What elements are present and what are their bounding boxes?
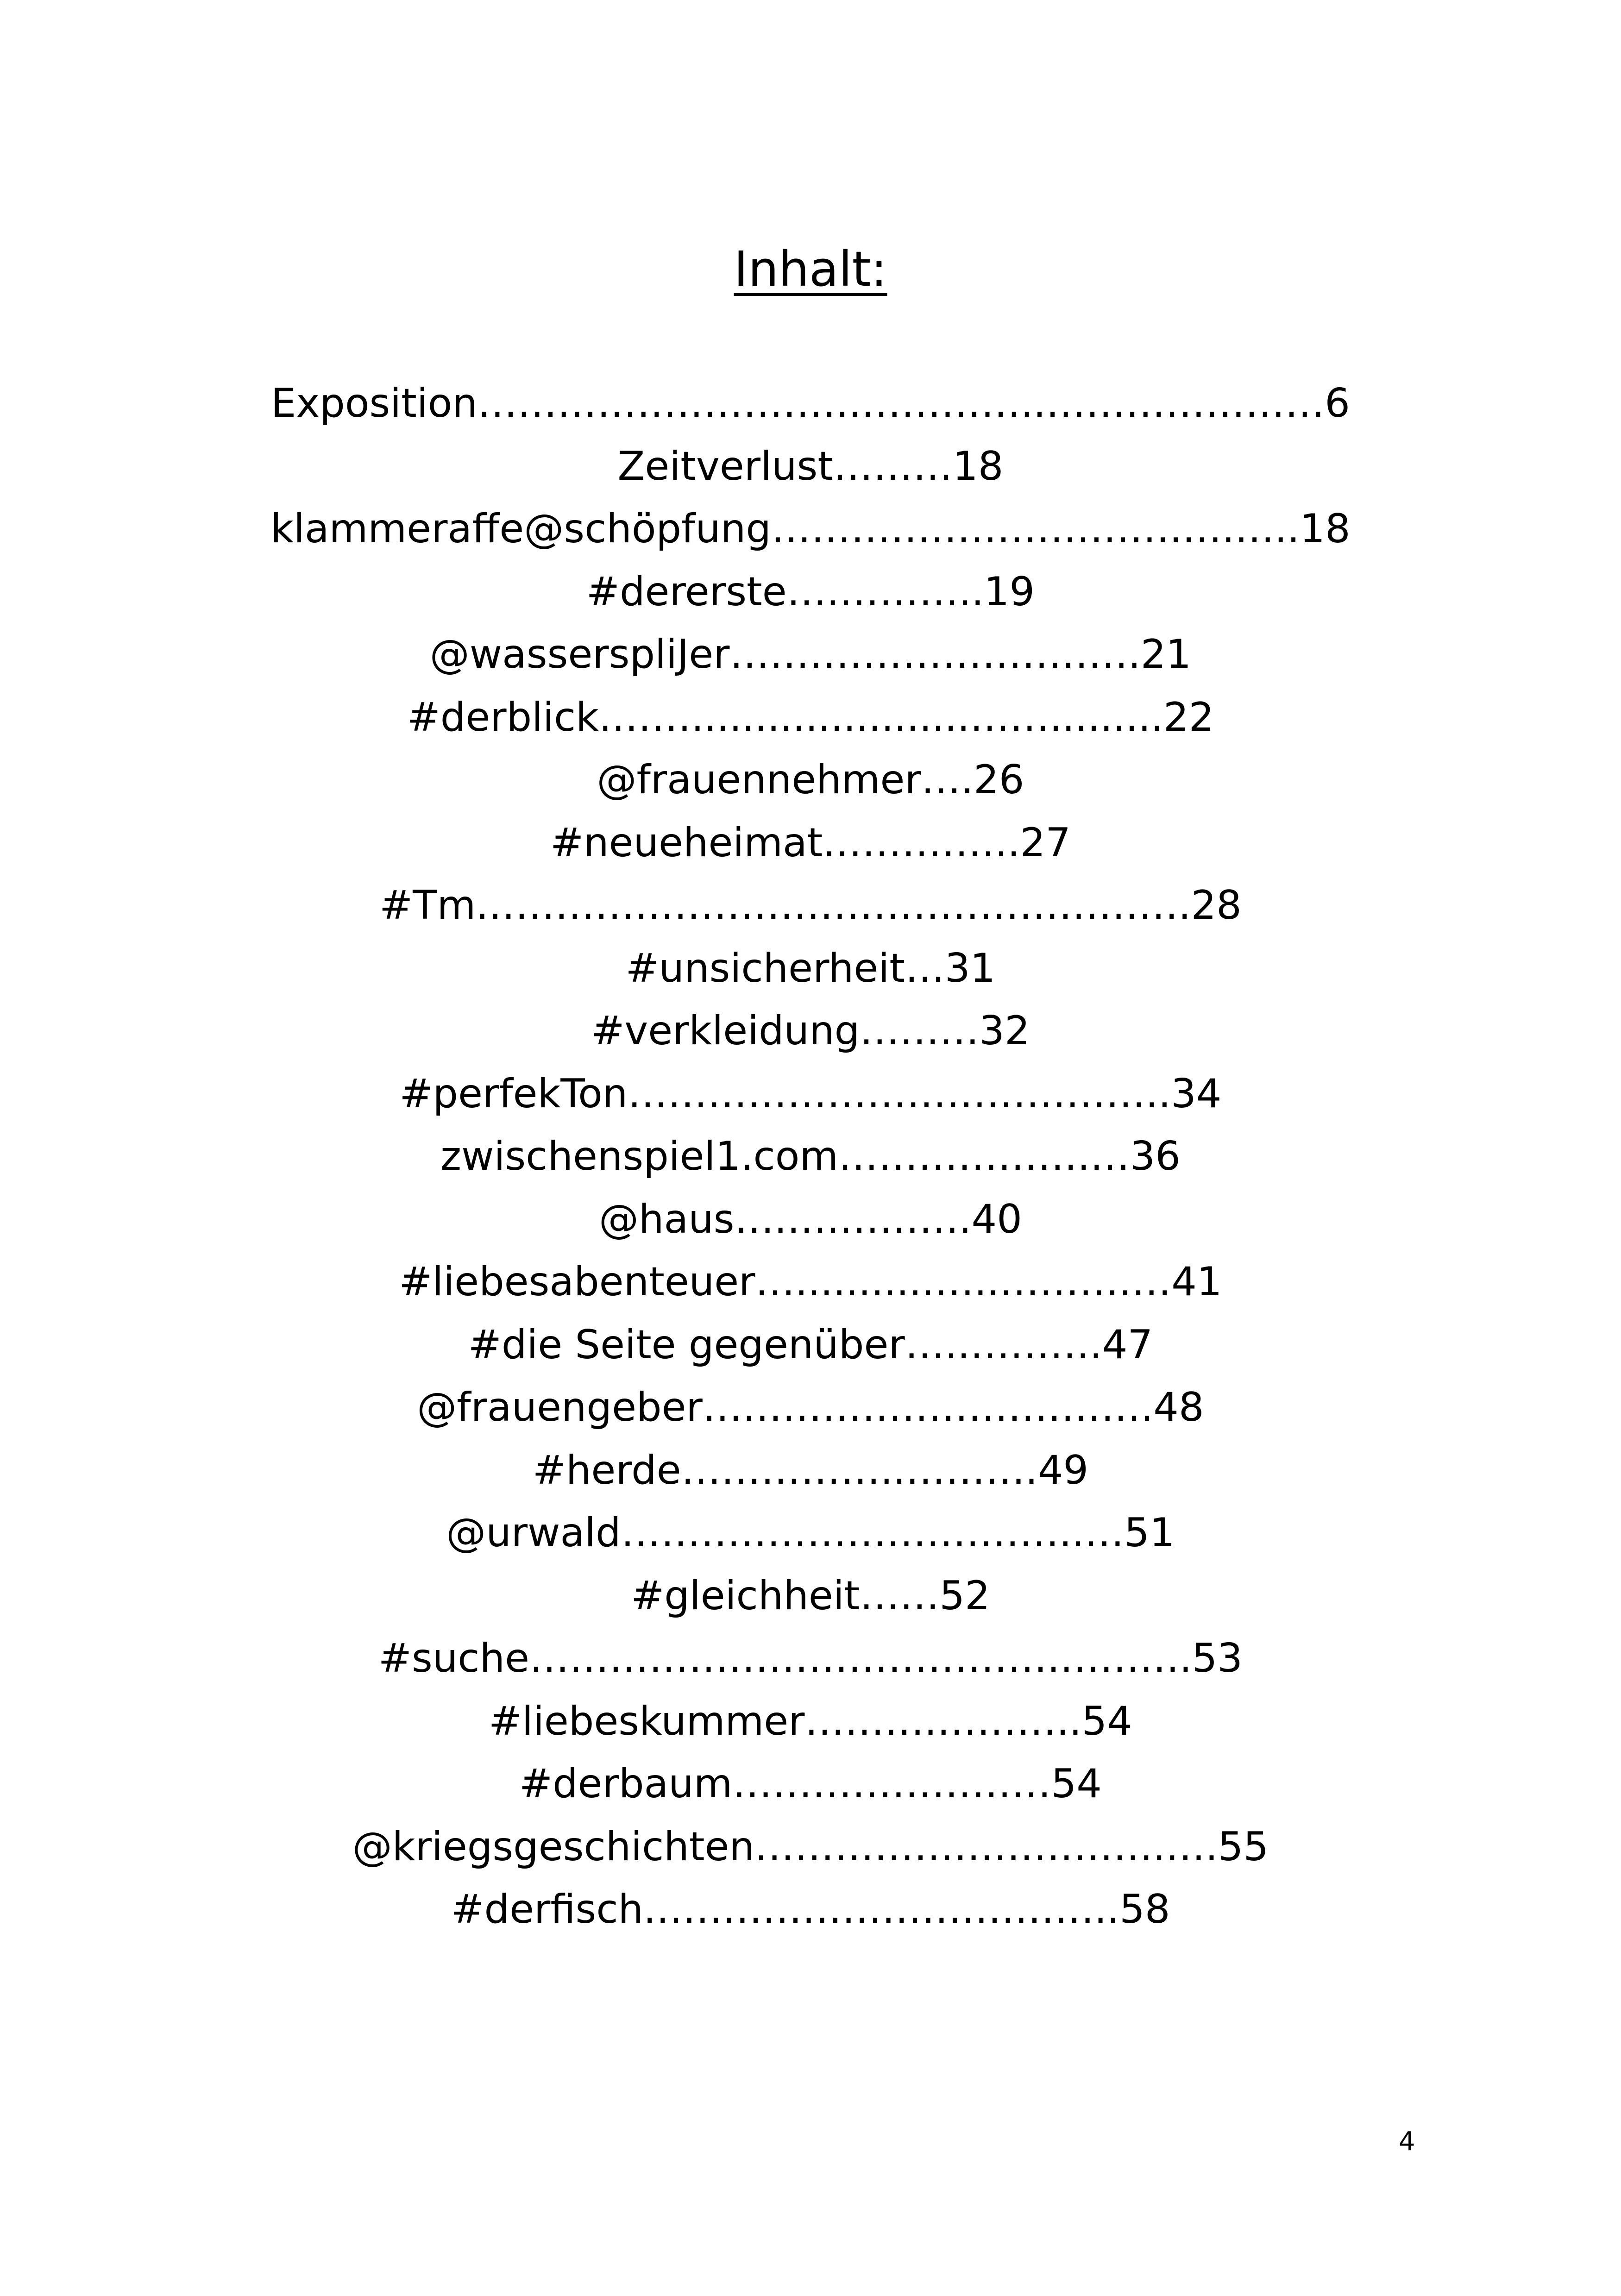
toc-entry: klammeraffe@schöpfung………………………….….…..18 <box>270 506 1351 552</box>
toc-entry: #perfekTon…………………………………..34 <box>399 1070 1222 1117</box>
toc-entry: #derbaum……………………54 <box>519 1761 1102 1807</box>
toc-entry: #derfisch.……………………………..58 <box>451 1886 1170 1932</box>
toc-entry: Exposition………………………..…………..…………………6 <box>271 380 1350 427</box>
toc-entry: @urwald……………………………..…51 <box>446 1510 1175 1556</box>
toc-entry: #die Seite gegenüber…..……….47 <box>468 1321 1153 1368</box>
toc-entry: @wasserspliJer………………………….21 <box>429 631 1192 678</box>
toc-entry: #derblick.……......................…….........22 <box>407 694 1214 740</box>
toc-entry: @kriegsgeschichten………………………….….55 <box>352 1823 1269 1870</box>
page-title-text: Inhalt: <box>734 241 887 297</box>
toc-entry: #liebeskummer……….………..54 <box>489 1698 1132 1744</box>
toc-entry: @frauennehmer….26 <box>597 757 1024 803</box>
toc-entry: #gleichheit……52 <box>631 1572 990 1619</box>
toc-entry: #Tm.………….………………………………….28 <box>379 882 1242 928</box>
toc-entry: #herde……………..……….49 <box>532 1447 1089 1493</box>
toc-entry: #suche………………………………….……….53 <box>378 1635 1243 1681</box>
toc-entry: zwischenspiel1.com……………….…36 <box>440 1133 1181 1179</box>
page-number: 4 <box>1399 2127 1415 2157</box>
toc-entry: @haus….….……….40 <box>599 1196 1022 1242</box>
toc-entry: @frauengeber…………………………….48 <box>417 1384 1204 1430</box>
toc-entry: #liebesabenteuer…...........…..……….…41 <box>399 1259 1222 1305</box>
toc-entry: #verkleidung………32 <box>591 1008 1030 1054</box>
table-of-contents <box>0 372 1621 1941</box>
toc-entry: Zeitverlust………18 <box>617 443 1004 489</box>
toc-entry: #dererste….………..19 <box>586 568 1035 615</box>
toc-entry: #unsicherheit…31 <box>625 945 996 991</box>
toc-entry: #neueheimat.…………..27 <box>550 819 1071 866</box>
page-title <box>0 239 1621 299</box>
